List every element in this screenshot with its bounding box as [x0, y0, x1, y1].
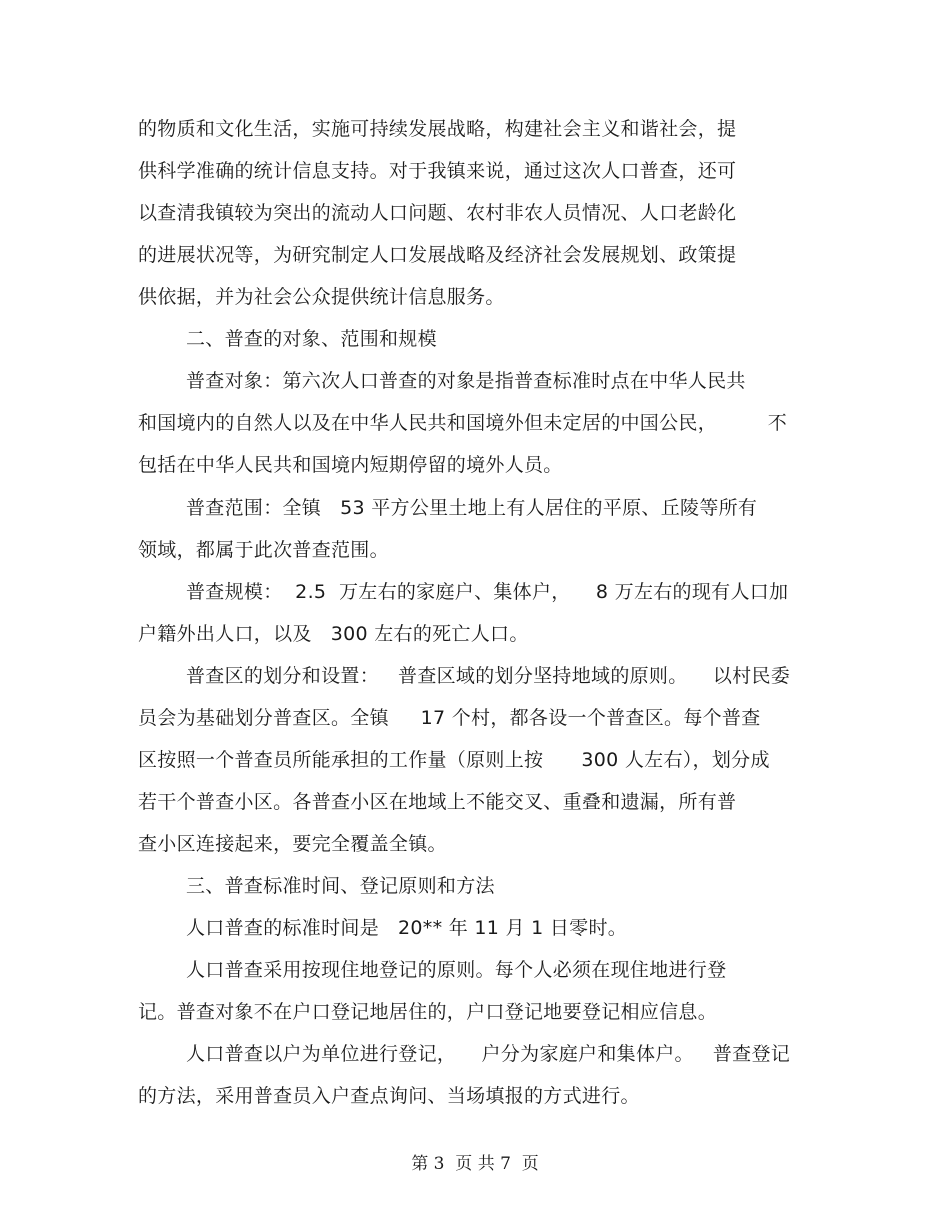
- text-line: 领域，都属于此次普查范围。: [138, 539, 389, 561]
- text-line: 供依据，并为社会公众提供统计信息服务。: [138, 286, 505, 308]
- text-line: 人口普查以户为单位进行登记， 户分为家庭户和集体户。 普查登记: [186, 1043, 791, 1065]
- text-line: 员会为基础划分普查区。全镇 17 个村，都各设一个普查区。每个普查: [138, 707, 761, 729]
- text-line: 以查清我镇较为突出的流动人口问题、农村非农人员情况、人口老龄化: [138, 202, 737, 224]
- text-line: 和国境内的自然人以及在中华人民共和国境外但未定居的中国公民， 不: [138, 412, 788, 434]
- text-line: 的物质和文化生活，实施可持续发展战略，构建社会主义和谐社会，提: [138, 118, 737, 140]
- text-line: 普查对象：第六次人口普查的对象是指普查标准时点在中华人民共: [186, 370, 746, 392]
- text-line: 人口普查采用按现住地登记的原则。每个人必须在现住地进行登: [186, 959, 727, 981]
- text-line: 查小区连接起来，要完全覆盖全镇。: [138, 833, 447, 855]
- section-heading: 三、普查标准时间、登记原则和方法: [186, 875, 495, 897]
- text-line: 记。普查对象不在户口登记地居住的，户口登记地要登记相应信息。: [138, 1001, 718, 1023]
- text-line: 户籍外出人口，以及 300 左右的死亡人口。: [138, 623, 529, 645]
- text-line: 人口普查的标准时间是 20** 年 11 月 1 日零时。: [186, 917, 628, 939]
- text-line: 供科学准确的统计信息支持。对于我镇来说，通过这次人口普查，还可: [138, 160, 737, 182]
- text-line: 若干个普查小区。各普查小区在地域上不能交叉、重叠和遗漏，所有普: [138, 791, 737, 813]
- page-number: 第 3 页 共 7 页: [411, 1154, 539, 1174]
- text-line: 区按照一个普查员所能承担的工作量（原则上按 300 人左右），划分成: [138, 749, 770, 771]
- text-line: 包括在中华人民共和国境内短期停留的境外人员。: [138, 454, 563, 476]
- text-line: 普查范围：全镇 53 平方公里土地上有人居住的平原、丘陵等所有: [186, 497, 758, 519]
- text-line: 普查规模： 2.5 万左右的家庭户、集体户， 8 万左右的现有人口加: [186, 581, 789, 603]
- text-line: 的方法，采用普查员入户查点询问、当场填报的方式进行。: [138, 1085, 640, 1107]
- section-heading: 二、普查的对象、范围和规模: [186, 328, 437, 350]
- text-line: 的进展状况等，为研究制定人口发展战略及经济社会发展规划、政策提: [138, 244, 737, 266]
- text-line: 普查区的划分和设置： 普查区域的划分坚持地域的原则。 以村民委: [186, 665, 791, 687]
